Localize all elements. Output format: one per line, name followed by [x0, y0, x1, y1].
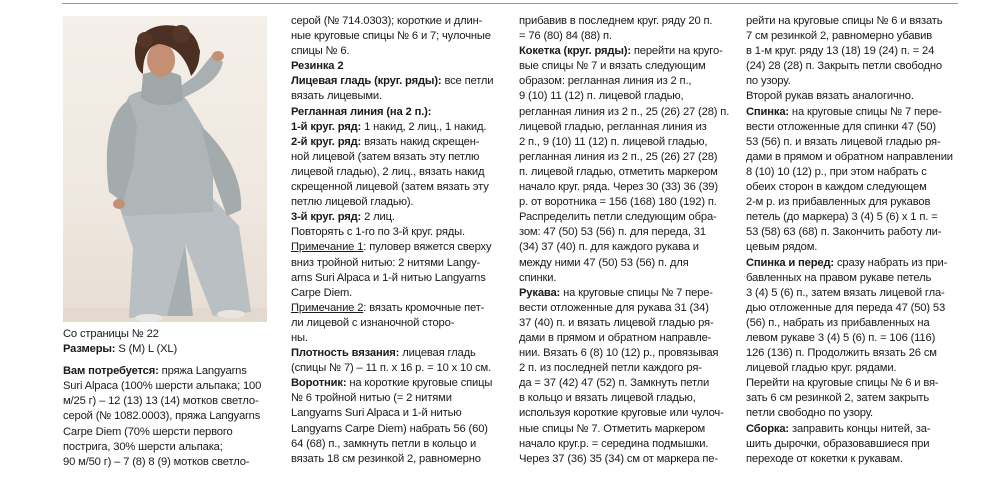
text-line: 64 (68) п., замкнуть петли в кольцо и — [291, 437, 477, 450]
text-line: (34) 37 (40) п. для каждого рукава и — [519, 241, 699, 254]
text-line: цевым рядом. — [746, 241, 818, 254]
assembly-line: Сборка: заправить концы нитей, за- — [746, 422, 931, 435]
text-line: дью отложенные для переда 47 (50) 53 — [746, 301, 946, 314]
text-line: скрещенной лицевой (затем вязать эту — [291, 181, 489, 194]
text-line: вые спицы № 7 и вязать следующим — [519, 60, 706, 73]
text-line: вести отложенные для спинки 47 (50) — [746, 120, 936, 133]
text-line: петли свободно по узору. — [746, 407, 874, 420]
text-line: Лицевая гладь (круг. ряды): все петли — [291, 75, 494, 88]
materials-line-1: Вам потребуется: пряжа Langyarns — [63, 365, 247, 378]
text-line: регланная линия из 2 п., 25 (26) 27 (28) — [519, 150, 718, 163]
materials-line-6: пострига, 30% шерсти альпака; — [63, 440, 223, 453]
sleeves-line: Рукава: на круговые спицы № 7 пере- — [519, 286, 713, 299]
text-line: по узору. — [746, 75, 791, 88]
back-line: Спинка: на круговые спицы № 7 пере- — [746, 105, 942, 118]
text-line: 2 п., 9 (10) 11 (12) п. лицевой гладью, — [519, 135, 708, 148]
materials-line-2: Suri Alpaca (100% шерсти альпака; 100 — [63, 380, 262, 393]
text-line: в кольцо и вязать лицевой гладью, — [519, 392, 696, 405]
text-line: 3 (4) 5 (6) п., затем вязать лицевой гла- — [746, 286, 945, 299]
text-line: Перейти на круговые спицы № 6 и вя- — [746, 377, 939, 390]
text-line: 126 (136) п. Продолжить вязать 26 см — [746, 347, 937, 360]
materials-line-5: Carpe Diem (70% шерсти первого — [63, 425, 233, 438]
text-line: петлю лицевой гладью). — [291, 196, 414, 209]
text-line: Распределить петли следующим обра- — [519, 211, 717, 224]
text-line: 9 (10) 11 (12) п. лицевой гладью, — [519, 90, 684, 103]
text-line: 53 (58) 63 (68) п. Закончить работу ли- — [746, 226, 942, 239]
text-line: петель (до маркера) 3 (4) 5 (6) х 1 п. = — [746, 211, 938, 224]
text-line: (24) 28 (28) п. Закрыть петли свободно — [746, 60, 942, 73]
back-front-line: Спинка и перед: сразу набрать из при- — [746, 256, 948, 269]
text-line: образом: регланная линия из 2 п., — [519, 75, 692, 88]
text-line: 2-й круг. ряд: вязать накид скрещен- — [291, 135, 480, 148]
text-line: вниз тройной нитью: 2 нитями Langy- — [291, 256, 481, 269]
text-line: ные спицы № 7. Отметить маркером — [519, 422, 706, 435]
text-line: ны. — [291, 331, 308, 344]
text-line: серой (№ 714.0303); короткие и длин- — [291, 15, 483, 27]
text-line: ные круговые спицы № 6 и 7; чулочные — [291, 30, 491, 43]
text-line: р. от воротника = 156 (168) 180 (192) п. — [519, 196, 717, 209]
text-line: бавленных на правом рукаве петель — [746, 271, 932, 284]
text-line: лицевой гладью), 2 лиц., вязать накид — [291, 165, 485, 178]
text-line: лицевой гладью круг. рядами. — [746, 362, 897, 375]
text-line: = 76 (80) 84 (88) п. — [519, 30, 612, 43]
text-line: ной лицевой (затем вязать эту петлю — [291, 150, 480, 163]
sizes-line: Размеры: S (M) L (XL) — [63, 343, 178, 356]
text-line: 2 п. из последней петли каждого ря- — [519, 362, 702, 375]
text-line: спицы № 6. — [291, 45, 350, 58]
note-1: Примечание 1: пуловер вяжется сверху — [291, 241, 492, 254]
text-line: Langyarns Carpe Diem) набрать 56 (60) — [291, 422, 488, 435]
text-line: начало круг.р. = середина подмышки. — [519, 437, 709, 450]
materials-line-3: м/25 г) – 12 (13) 13 (14) мотков светло- — [63, 395, 259, 408]
text-line: ли лицевой с изнаночной сторо- — [291, 316, 455, 329]
section-heading-raglan: Регланная линия (на 2 п.): — [291, 105, 432, 118]
text-line: Langyarns Suri Alpaca и 1-й нитью — [291, 407, 462, 420]
text-line: (спицы № 7) – 11 п. х 16 р. = 10 х 10 см. — [291, 362, 492, 375]
materials-line-7: 90 м/50 г) – 7 (8) 8 (9) мотков светло- — [63, 455, 250, 468]
text-line: шить дырочки, образовавшиеся при — [746, 437, 930, 450]
text-line: 37 (40) п. и вязать лицевой гладью ря- — [519, 316, 714, 329]
text-line: 8 (10) 10 (12) р., при этом набрать с — [746, 165, 927, 178]
text-line: нии. Вязать 6 (8) 10 (12) р., провязывая — [519, 347, 719, 360]
column-3 — [519, 14, 729, 467]
text-line: вязать лицевыми. — [291, 90, 382, 103]
text-line: прибавив в последнем круг. ряду 20 п. — [519, 15, 713, 27]
text-line: arns Suri Alpaca и 1-й нитью Langyarns — [291, 271, 486, 284]
text-line: зом: 47 (50) 53 (56) п. для переда, 31 — [519, 226, 706, 239]
text-line: используя короткие круговые или чулоч- — [519, 407, 724, 420]
text-line: левом рукаве 3 (4) 5 (6) п. = 106 (116) — [746, 331, 936, 344]
text-line: дами в прямом и обратном направле- — [519, 331, 712, 344]
text-line: № 6 тройной нитью (= 2 нитями — [291, 392, 452, 405]
text-line: начало круг. ряда. Через 30 (33) 36 (39) — [519, 181, 718, 194]
column-4 — [746, 14, 956, 467]
text-line: 7 см резинкой 2, равномерно убавив — [746, 30, 933, 43]
column-1 — [63, 327, 273, 470]
text-line: вязать 18 см резинкой 2, равномерно — [291, 452, 481, 465]
text-line: лицевой гладью, регланная линия из — [519, 120, 707, 133]
text-line: дами в прямом и обратном направлении — [746, 150, 953, 163]
text-line: Повторять с 1-го по 3-й круг. ряды. — [291, 226, 465, 239]
text-line: переходе от кокетки к рукавам. — [746, 452, 903, 465]
text-line: зать 6 см резинкой 2, затем закрыть — [746, 392, 930, 405]
column-2 — [291, 14, 501, 467]
collar-line: Воротник: на короткие круговые спицы — [291, 377, 493, 390]
yoke-line: Кокетка (круг. ряды): перейти на круго- — [519, 45, 723, 58]
text-line: 3-й круг. ряд: 2 лиц. — [291, 211, 395, 224]
text-line: спинки. — [519, 271, 557, 284]
text-line: в 1-м круг. ряду 13 (18) 19 (24) п. = 24 — [746, 45, 935, 58]
text-line: Через 37 (36) 35 (34) см от маркера пе- — [519, 452, 718, 465]
text-line: (56) п., набрать из прибавленных на — [746, 316, 930, 329]
text-line: 1-й круг. ряд: 1 накид, 2 лиц., 1 накид. — [291, 120, 487, 133]
text-line: регланная линия из 2 п., 25 (26) 27 (28) п. — [519, 105, 730, 118]
top-rule — [62, 3, 958, 4]
text-line: Carpe Diem. — [291, 286, 353, 299]
text-line: между ними 47 (50) 53 (56) п. для — [519, 256, 689, 269]
note-2: Примечание 2: вязать кромочные пет- — [291, 301, 485, 314]
text-line: рейти на круговые спицы № 6 и вязать — [746, 15, 943, 27]
source-page: Со страницы № 22 — [63, 328, 159, 340]
materials-line-4: серой (№ 1082.0003), пряжа Langyarns — [63, 410, 261, 423]
model-illustration — [63, 16, 267, 322]
text-line: 2-м р. из прибавленных для рукавов — [746, 196, 931, 209]
text-line: обеих сторон в каждом следующем — [746, 181, 927, 194]
text-line: да = 37 (42) 47 (52) п. Замкнуть петли — [519, 377, 710, 390]
section-heading-rib: Резинка 2 — [291, 60, 344, 73]
text-line: 53 (56) п. и вязать лицевой гладью ря- — [746, 135, 941, 148]
text-line: Второй рукав вязать аналогично. — [746, 90, 914, 103]
text-line: п. лицевой гладью, отметить маркером — [519, 165, 718, 178]
text-line: вести отложенные для рукава 31 (34) — [519, 301, 709, 314]
gauge-line: Плотность вязания: лицевая гладь — [291, 347, 476, 360]
model-photo — [63, 16, 267, 322]
